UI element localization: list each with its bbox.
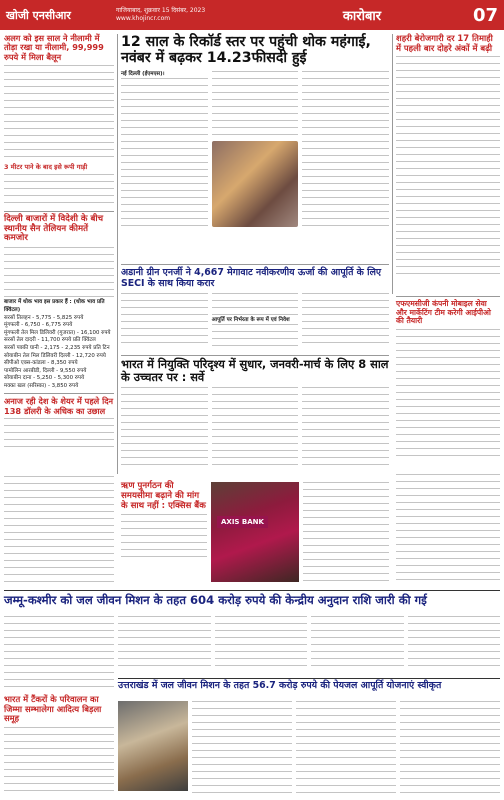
- uk-body-2: [296, 701, 396, 793]
- right-bottom-text: [396, 474, 500, 586]
- row-rule: [118, 678, 500, 679]
- story1-body2: [4, 174, 114, 208]
- uk-photo: [118, 701, 188, 791]
- lead-col-1: [121, 71, 208, 231]
- adani-headline: अडानी ग्रीन एनर्जी ने 4,667 मेगावाट नवीकरणीय ऊर्जा की आपूर्ति के लिए SECI के साथ किया करार: [121, 267, 382, 289]
- column-rule: [392, 34, 393, 294]
- story1-body: [4, 65, 114, 161]
- adani-story: [121, 268, 389, 352]
- story2-headline: दिल्ली बाजारों में विदेशी के बीच स्थानीय सैन तेलियन कीमतें कमजोर: [4, 213, 104, 244]
- lead-dateline: नई दिल्ली (ईएमएस)।: [121, 70, 165, 77]
- divider: [4, 393, 114, 394]
- column-rule: [117, 34, 118, 474]
- uk-headline: उत्तराखंड में जल जीवन मिशन के तहत 56.7 करोड़ रुपये की पेयजल आपूर्ति योजनाएं स्वीकृत: [118, 680, 442, 691]
- fmcg-story: [396, 300, 500, 470]
- fmcg-headline: एफएमसीजी कंपनी मोबाइल सेवा और मार्केटिंग टीम करेगी आईपीओ की तैयारी: [396, 299, 491, 326]
- website-text: www.khojincr.com: [116, 15, 171, 22]
- axis-wrap: [121, 482, 389, 582]
- rates-label: बाजार में थोक भाव इस प्रकार हैं : (थोक भाव प्रति क्विंटल): [4, 299, 105, 313]
- section-title: कारोबार: [342, 9, 382, 24]
- divider: [4, 211, 114, 212]
- rate-item: मूंगफली - 6,750 - 6,775 रुपये: [4, 322, 73, 329]
- left-column: [4, 34, 114, 474]
- row-rule: [121, 264, 389, 265]
- story3-headline: अनाज रही देश के शेयर में पहले दिन 138 डॉलरी के अधिक का उछाल: [4, 396, 114, 416]
- axis-sign: AXIS BANK: [217, 516, 268, 528]
- rate-item: मक्का खल (सरिस्का) - 3,850 रुपये: [4, 382, 79, 389]
- jal-body-2: [118, 616, 211, 672]
- rate-item: सीपीओ एक्स-कांडला - 8,350 रुपये: [4, 360, 78, 367]
- axis-headline: ऋण पुनर्गठन की समयसीमा बढ़ाने की मांग के साथ नहीं : एक्सिस बैंक: [121, 481, 206, 511]
- jal-body-4: [311, 616, 404, 672]
- adani-body-wrap: [121, 293, 389, 349]
- rate-item: सरसों पक्की घानी - 2,175 - 2,235 रुपये प्रति टिन: [4, 344, 110, 351]
- hiring-story: [121, 358, 389, 478]
- hiring-headline: भारत में नियुक्ति परिदृश्य में सुधार, जनवरी-मार्च के लिए 8 साल के उच्चतर पर : सर्वे: [121, 357, 389, 385]
- rate-item: सोयाबीन तेल मिल डिलिवरी दिल्ली - 12,720 रुपये: [4, 352, 106, 359]
- jal-col-1: [4, 616, 114, 796]
- axis-body-2: [303, 482, 389, 582]
- axis-text-col: [121, 482, 207, 582]
- adani-body-4: [302, 293, 389, 349]
- rate-item: मूंगफली तेल मिल डिलिवरी (गुजरात) - 16,100 रुपये: [4, 329, 111, 336]
- jal-body-3: [215, 616, 308, 672]
- lead-col-2: [212, 71, 299, 231]
- page-number: 07: [472, 4, 498, 26]
- brand-logo: खोजी एनसीआर: [6, 8, 71, 22]
- date-text: गाजियाबाद, शुक्रवार 15 दिसंबर, 2023: [116, 7, 206, 14]
- uk-headline-wrap: [118, 681, 500, 699]
- story3-body: [4, 418, 114, 448]
- uk-body-wrap: [118, 701, 500, 793]
- jal-body-top: [118, 616, 500, 676]
- row-rule: [121, 355, 389, 356]
- lead-col-3: [302, 71, 389, 231]
- uk-body-3: [400, 701, 500, 793]
- axis-body-1: [121, 514, 207, 560]
- axis-story: [121, 482, 389, 586]
- adani-body-1: [121, 293, 208, 349]
- hiring-body-wrap: [121, 387, 389, 465]
- bank-headline: भारत में टैंकरों के परिवालन का जिम्मा सम्भालेगा आदित्य बिड़ला समूह: [4, 694, 102, 724]
- lead-body-3: [302, 71, 389, 231]
- bank-body: [4, 727, 114, 795]
- hiring-body-3: [302, 387, 389, 465]
- fmcg-body: [396, 329, 500, 461]
- hiring-body-2: [212, 387, 299, 465]
- lead-body-2: [212, 71, 299, 137]
- jal-headline-wrap: [4, 594, 500, 614]
- axis-bank-photo: [211, 482, 299, 582]
- rate-item: सरसों तेल दादरी - 11,700 रुपये प्रति क्विंटल: [4, 337, 96, 344]
- left-bottom-text: [4, 476, 114, 586]
- adani-body-2: [212, 293, 299, 317]
- hiring-body-1: [121, 387, 208, 465]
- rate-item: सोयाबीन दाना - 5,250 - 5,300 रुपये: [4, 375, 85, 382]
- jal-body-wrap: [118, 616, 500, 672]
- left-bottom-body: [4, 476, 114, 582]
- lead-story: [121, 34, 389, 262]
- date-line: [116, 7, 266, 23]
- right-top-story: [396, 34, 500, 294]
- jal-body-1: [4, 616, 114, 692]
- story2-body: [4, 247, 114, 297]
- jal-body-5: [408, 616, 501, 672]
- rate-item: सरसों तिलहन - 5,775 - 5,825 रुपये: [4, 314, 84, 321]
- row-rule: [396, 296, 500, 297]
- row-rule: [4, 590, 500, 591]
- adani-subhead: आपूर्ति पर निर्भरता के रूप में एवं निवेश: [211, 316, 290, 323]
- right-top-headline: शहरी बेरोजगारी दर 17 तिमाही में पहली बार दोहरे अंकों में बढ़ी: [396, 33, 493, 53]
- jal-headline: जम्मू-कश्मीर को जल जीवन मिशन के तहत 604 करोड़ रुपये की केन्द्रीय अनुदान राशि जारी की गई: [4, 593, 427, 607]
- vegetable-market-photo: [212, 141, 299, 227]
- lead-body-1: [121, 78, 208, 228]
- lead-body-wrap: [121, 71, 389, 231]
- rates-list: [4, 315, 114, 391]
- rate-item: पामोलिन आरबीडी, दिल्ली - 9,550 रुपये: [4, 367, 87, 374]
- adani-body-3: [212, 324, 299, 348]
- right-top-body: [396, 56, 500, 278]
- lead-headline: 12 साल के रिकॉर्ड स्तर पर पहुंची थोक महंगाई, नवंबर में बढ़कर 14.23फीसदी हुई: [121, 34, 371, 67]
- uk-body-1: [192, 701, 292, 793]
- adani-col-2: [212, 293, 299, 349]
- story1-headline: अलग को इस साल ने नीलामी में तोड़ा रखा या नीलामी, 99,999 रुपये में मिला बैलून: [4, 33, 104, 62]
- right-bottom-body: [396, 474, 500, 582]
- uk-body: [118, 701, 500, 797]
- story1-subhead: 3 मीटर पाने के बाद इसे रूपी गाड़ी: [4, 163, 88, 172]
- masthead: [0, 0, 504, 30]
